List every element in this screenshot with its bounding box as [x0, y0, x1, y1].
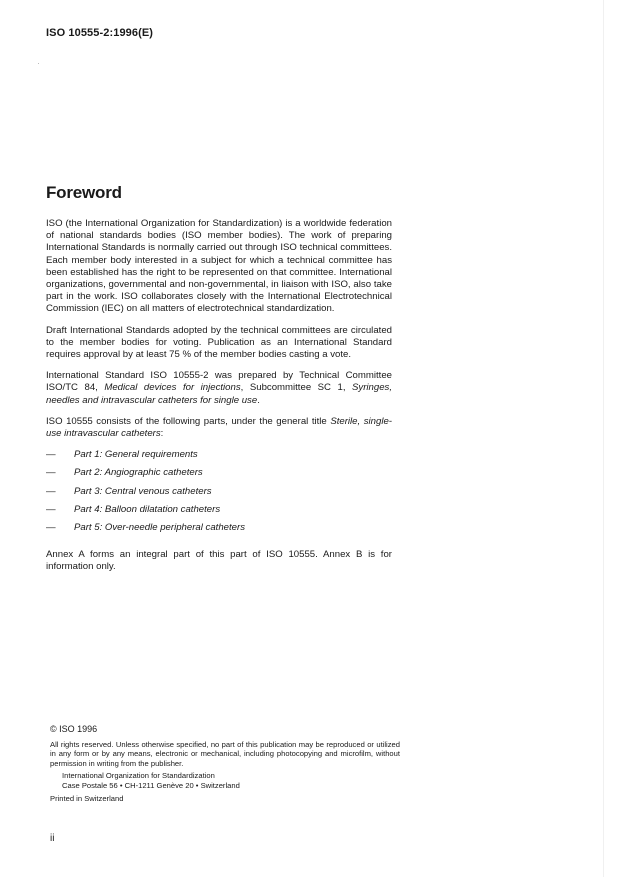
scan-speck — [38, 63, 39, 64]
committee-title: Medical devices for injections — [104, 382, 241, 394]
prepared-by-text: International Standard ISO 10555-2 was prepared by Technical Committee ISO/TC 84, — [46, 370, 392, 394]
copyright-footer — [50, 725, 400, 803]
list-item — [46, 504, 392, 522]
page-number: ii — [50, 833, 55, 844]
foreword-body — [46, 218, 392, 574]
list-item — [46, 467, 392, 485]
paragraph-prepared-by — [46, 370, 392, 407]
paragraph-draft-standards: Draft International Standards adopted by the technical committees are circulated to the member bodies for voting. Publication as an International Standard requires approval by at least 75 % of the member bodies casting a vote. — [46, 324, 392, 361]
list-dash: — — [46, 467, 56, 479]
paragraph-iso-intro: ISO (the International Organization for Standardization) is a worldwide federation of national standards bodies (ISO member bodies). The work of preparing International Standards is normally carried out through ISO technical committees. Each member body interested in a subject for which a technical committee has been established has the right to be represented on that committee. International organizations, governmental and non-governmental, in liaison with ISO, also take part in the work. ISO collaborates closely with the International Electrotechnical Commission (IEC) on all matters of electrotechnical standardization. — [46, 218, 392, 315]
list-dash: — — [46, 485, 56, 497]
part-label: Part 1: General requirements — [74, 449, 198, 461]
scan-edge-line — [603, 0, 604, 877]
list-item — [46, 486, 392, 504]
parts-intro-end: : — [160, 428, 164, 440]
part-label: Part 3: Central venous catheters — [74, 485, 212, 497]
page-title: Foreword — [46, 183, 122, 202]
copyright-notice: © ISO 1996 — [50, 724, 98, 734]
part-label: Part 2: Angiographic catheters — [74, 467, 203, 479]
list-item — [46, 522, 392, 540]
subcommittee-title: Syringes, needles and intravascular catheters for single use — [46, 382, 392, 406]
list-dash: — — [46, 522, 56, 533]
list-dash: — — [46, 503, 56, 515]
paragraph-annex: Annex A forms an integral part of this part of ISO 10555. Annex B is for information only. — [46, 549, 392, 573]
publisher-address: Case Postale 56 • CH-1211 Genève 20 • Switzerland — [62, 780, 240, 790]
part-label: Part 4: Balloon dilatation catheters — [74, 503, 221, 515]
part-label: Part 5: Over-needle peripheral catheters — [74, 522, 246, 533]
rights-statement: All rights reserved. Unless otherwise specified, no part of this publication may be reproduced or utilized in any form or by any means, electronic or mechanical, including photocopying and microfilm, without permission in writing from the publisher. — [50, 739, 400, 768]
publisher-name: International Organization for Standardization — [62, 771, 215, 781]
parts-intro-text: ISO 10555 consists of the following parts, under the general title — [46, 415, 331, 427]
parts-list — [46, 449, 392, 540]
document-identifier: ISO 10555-2:1996(E) — [46, 27, 154, 39]
list-item — [46, 449, 392, 467]
prepared-by-end: . — [257, 394, 260, 406]
printed-in: Printed in Switzerland — [50, 793, 124, 803]
general-title: Sterile, single-use intravascular catheters — [46, 415, 392, 440]
subcommittee-text: , Subcommittee SC 1, — [240, 382, 352, 394]
list-dash: — — [46, 449, 56, 461]
paragraph-parts-intro — [46, 416, 392, 440]
